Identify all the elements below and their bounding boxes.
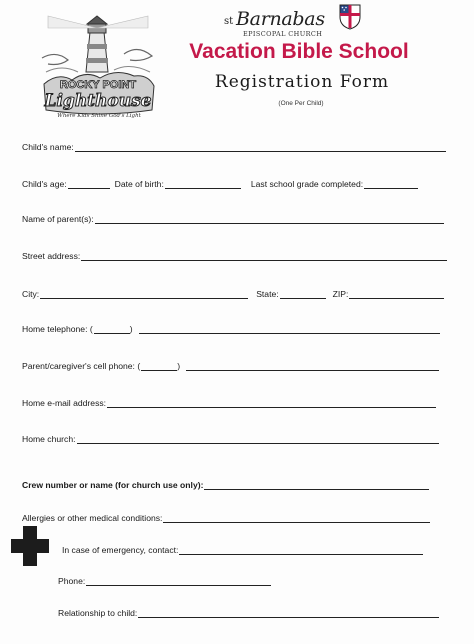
row-relationship	[58, 604, 439, 618]
email-field[interactable]	[107, 398, 436, 408]
dob-field[interactable]	[165, 179, 241, 189]
allergies-field[interactable]	[163, 513, 430, 523]
crew-field[interactable]	[204, 480, 429, 490]
row-allergies	[22, 509, 430, 523]
emergency-phone-label: Phone:	[58, 576, 86, 586]
lighthouse-icon	[38, 14, 158, 124]
child-age-field[interactable]	[68, 179, 110, 189]
emergency-phone-field[interactable]	[86, 576, 271, 586]
row-city-state-zip	[22, 285, 444, 299]
home-phone-area-field[interactable]	[94, 324, 130, 334]
relationship-label: Relationship to child:	[58, 608, 138, 618]
row-emergency	[62, 541, 423, 555]
vbs-title: Vacation Bible School	[189, 40, 409, 63]
street-label: Street address:	[22, 251, 81, 261]
home-phone-label: Home telephone: (	[22, 324, 93, 334]
home-church-field[interactable]	[77, 434, 439, 444]
rocky-point-lighthouse-logo	[38, 14, 158, 124]
medical-cross-icon	[10, 525, 50, 567]
row-child-name	[22, 138, 446, 152]
row-emergency-phone	[58, 572, 271, 586]
registration-form-title: Registration Form	[214, 72, 390, 92]
church-name: Barnabas	[236, 8, 325, 30]
row-home-church	[22, 430, 439, 444]
city-label: City:	[22, 289, 40, 299]
child-name-field[interactable]	[75, 142, 446, 152]
relationship-field[interactable]	[138, 608, 439, 618]
crew-label: Crew number or name (for church use only):	[22, 480, 204, 490]
street-field[interactable]	[81, 251, 447, 261]
zip-label: ZIP:	[332, 289, 349, 299]
email-label: Home e-mail address:	[22, 398, 107, 408]
row-crew	[22, 476, 429, 490]
home-phone-field[interactable]	[139, 324, 440, 334]
cell-phone-area-field[interactable]	[141, 361, 177, 371]
emergency-field[interactable]	[179, 545, 423, 555]
grade-field[interactable]	[364, 179, 418, 189]
parent-name-field[interactable]	[95, 214, 444, 224]
row-email	[22, 394, 436, 408]
cell-phone-label: Parent/caregiver's cell phone: (	[22, 361, 141, 371]
cell-phone-field[interactable]	[186, 361, 439, 371]
parent-name-label: Name of parent(s):	[22, 214, 94, 224]
city-field[interactable]	[40, 289, 248, 299]
emergency-label: In case of emergency, contact:	[62, 545, 179, 555]
church-prefix: st	[224, 16, 234, 27]
home-phone-paren: )	[129, 324, 133, 334]
logo-top-text: ROCKY POINT	[59, 79, 137, 91]
dob-label: Date of birth:	[114, 179, 164, 189]
child-age-label: Child's age:	[22, 179, 67, 189]
logo-script-text: Lighthouse	[44, 91, 152, 111]
church-subtitle: EPISCOPAL CHURCH	[243, 30, 323, 38]
row-cell-phone	[22, 357, 439, 371]
row-parent-name	[22, 210, 444, 224]
episcopal-shield-icon	[339, 4, 361, 30]
church-name-block	[224, 6, 354, 40]
allergies-label: Allergies or other medical conditions:	[22, 513, 163, 523]
row-home-phone	[22, 320, 440, 334]
state-label: State:	[256, 289, 279, 299]
form-subtitle: (One Per Child)	[278, 100, 324, 107]
home-church-label: Home church:	[22, 434, 76, 444]
zip-field[interactable]	[349, 289, 444, 299]
child-name-label: Child's name:	[22, 142, 74, 152]
cell-phone-paren: )	[177, 361, 181, 371]
row-age-dob-grade	[22, 175, 418, 189]
row-street	[22, 247, 447, 261]
grade-label: Last school grade completed:	[250, 179, 364, 189]
state-field[interactable]	[280, 289, 326, 299]
logo-tagline: Where Kids Shine God's Light	[57, 113, 141, 119]
